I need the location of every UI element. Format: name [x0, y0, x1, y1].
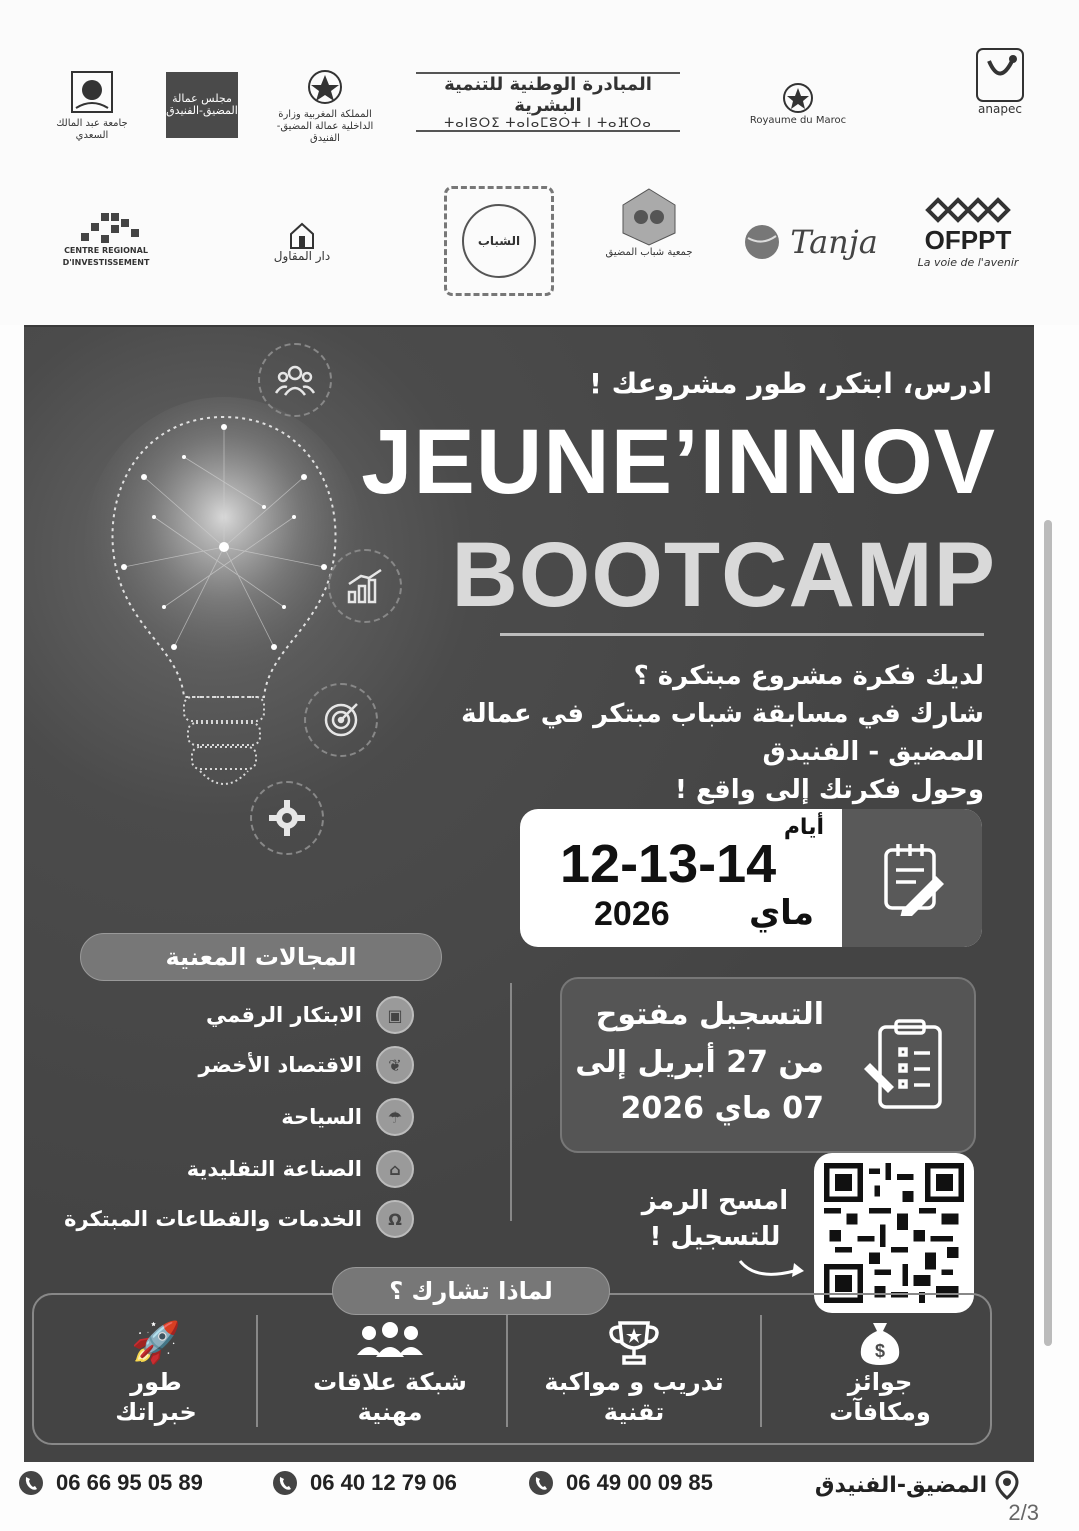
why-item [514, 1319, 754, 1439]
association-emblem-icon [619, 187, 679, 247]
why-item-line1: جوائز [847, 1368, 913, 1396]
ofppt-name: OFPPT [924, 225, 1012, 255]
why-divider [256, 1315, 258, 1427]
people-icon [258, 343, 332, 417]
why-item-line1: تدريب و مواكبة [544, 1368, 724, 1396]
domain-label: الخدمات والقطاعات المبتكرة [64, 1207, 362, 1231]
trophy-icon [604, 1319, 664, 1367]
indh-tifinagh: ⵜⴰⵏⵓⵔⵉ ⵜⴰⵏⴰⵎⵓⵔⵜ ⵏ ⵜⴰⴼⵔⴰ [444, 115, 652, 131]
domain-label: الصناعة التقليدية [186, 1157, 362, 1181]
domain-item [187, 1149, 414, 1189]
chip-icon: ▣ [376, 996, 414, 1034]
svg-text:$: $ [874, 1341, 886, 1361]
anapec-mark-icon [975, 47, 1025, 103]
rocket-icon: 🚀 [131, 1320, 181, 1366]
ministry-name: Royaume du Maroc [749, 115, 847, 126]
title-jeune-innov: JEUNE’INNOV [361, 411, 996, 513]
globe-icon [742, 222, 782, 262]
money-bag-icon [855, 1319, 905, 1367]
target-icon [304, 683, 378, 757]
event-month: ماي [749, 893, 814, 933]
dates-label: أيام [783, 815, 824, 840]
registration-period-start: من 27 أبريل إلى [575, 1045, 824, 1080]
phone-contact[interactable] [528, 1470, 713, 1496]
anapec-name: anapec [978, 102, 1022, 116]
anapec-logo [966, 40, 1034, 122]
ofppt-tagline: La voie de l'avenir [917, 256, 1019, 269]
why-item [270, 1319, 510, 1439]
youth-logo [444, 186, 554, 296]
university-logo [44, 60, 140, 150]
university-name: جامعة عبد المالك السعدي [56, 118, 128, 141]
domain-item [281, 1097, 414, 1137]
why-participate-box [32, 1293, 992, 1445]
growth-chart-icon [328, 549, 402, 623]
group-icon [355, 1319, 425, 1367]
registration-card [560, 977, 976, 1153]
indh-logo [416, 72, 680, 132]
domains-heading: المجالات المعنية [80, 933, 442, 981]
youth-circle [462, 204, 536, 278]
why-item-line2: تقنية [603, 1398, 665, 1426]
registration-title: التسجيل مفتوح [595, 997, 824, 1032]
why-item-line2: خبراتك [115, 1398, 197, 1426]
event-days: 12-13-14 [560, 834, 777, 894]
desc-line-2: شارك في مسابقة شباب مبتكر في عمالة المضيق - الفنيدق [461, 699, 984, 767]
why-item [760, 1319, 1000, 1439]
event-year: 2026 [594, 895, 670, 933]
domain-label: الابتكار الرقمي [205, 1003, 362, 1027]
bootcamp-poster [24, 325, 1034, 1464]
ofppt-chain-icon [922, 195, 1014, 225]
tanja-logo [730, 212, 890, 272]
clipboard-icon [856, 1005, 956, 1125]
why-item-line2: مهنية [357, 1398, 423, 1426]
why-item-line2: ومكافآت [829, 1398, 931, 1426]
location [815, 1470, 1019, 1500]
youth-association-logo [604, 168, 694, 278]
craft-icon: ⌂ [376, 1150, 414, 1188]
why-item-line1: شبكة علاقات [313, 1368, 467, 1396]
registration-period-end: 07 ماي 2026 [620, 1091, 824, 1126]
youth-name: الشباب [477, 234, 521, 248]
youth-association-name: جمعية شباب المضيق [605, 247, 693, 258]
indh-name: المبادرة الوطنية للتنمية البشرية [444, 73, 652, 116]
location-name: المضيق-الفنيدق [814, 1472, 987, 1498]
domain-label: السياحة [281, 1105, 362, 1129]
phone-contact[interactable] [272, 1470, 457, 1496]
why-divider [506, 1315, 508, 1427]
poster-description [384, 657, 984, 809]
cri-logo [40, 200, 172, 280]
ofppt-logo [912, 186, 1024, 278]
royal-emblem-icon [305, 67, 345, 109]
scan-line-2: للتسجيل ! [649, 1222, 781, 1252]
event-dates-card [520, 809, 982, 947]
service-icon: Ω [376, 1200, 414, 1238]
logo-band [0, 0, 1079, 325]
kingdom-logo [270, 58, 380, 154]
arrow-right-icon [736, 1255, 806, 1285]
phone-icon [18, 1470, 44, 1496]
scrollbar[interactable] [1044, 520, 1052, 1346]
dar-mouqawil-name: دار المقاول [273, 249, 331, 263]
desc-line-3: وحول فكرتك إلى واقع ! [675, 775, 984, 805]
why-participate-heading: لماذا تشارك ؟ [332, 1267, 610, 1315]
scan-instructions [640, 1183, 790, 1255]
page-indicator: 2/3 [1008, 1500, 1039, 1525]
leaf-icon: ❦ [376, 1046, 414, 1084]
tanja-name: Tanja [790, 223, 878, 261]
gear-icon [250, 781, 324, 855]
why-item-line1: طور [130, 1368, 182, 1396]
umbrella-icon: ☂ [376, 1098, 414, 1136]
qr-code-icon [824, 1163, 964, 1303]
dar-mouqawil-logo [258, 204, 346, 278]
university-emblem-icon [62, 68, 122, 118]
phone-icon [528, 1470, 554, 1496]
domain-item [206, 995, 414, 1035]
domain-item [64, 1199, 414, 1239]
title-bootcamp: BOOTCAMP [451, 524, 996, 626]
poster-tagline: ادرس، ابتكر، طور مشروعك ! [589, 367, 992, 400]
location-pin-icon [995, 1470, 1019, 1500]
phone-number: 06 40 12 79 06 [310, 1470, 457, 1495]
desc-line-1: لديك فكرة مشروع مبتكرة ؟ [633, 661, 984, 691]
domains-divider [510, 983, 512, 1221]
council-name: مجلس عمالة المضيق-الفنيدق [166, 92, 238, 117]
ministry-logo [700, 56, 896, 152]
kingdom-name: المملكة المغربية وزارة الداخلية عمالة المضيق-الفنيدق [276, 109, 374, 144]
domain-label: الاقتصاد الأخضر [198, 1053, 362, 1077]
phone-icon [272, 1470, 298, 1496]
domain-item [198, 1045, 414, 1085]
ministry-emblem-icon [780, 81, 816, 115]
council-logo [166, 72, 238, 138]
phone-number: 06 66 95 05 89 [56, 1470, 203, 1495]
cri-name: CENTRE REGIONAL D'INVESTISSEMENT [62, 246, 150, 267]
house-icon [287, 220, 317, 250]
notepad-icon [842, 809, 982, 947]
registration-qr-code[interactable] [814, 1153, 974, 1313]
scan-line-1: امسح الرمز [641, 1186, 789, 1216]
cri-pixel-icon [61, 211, 151, 245]
phone-contact[interactable] [18, 1470, 203, 1496]
phone-number: 06 49 00 09 85 [566, 1470, 713, 1495]
light-bulb-illustration [84, 397, 364, 867]
title-divider [500, 633, 984, 636]
why-item [36, 1319, 276, 1439]
